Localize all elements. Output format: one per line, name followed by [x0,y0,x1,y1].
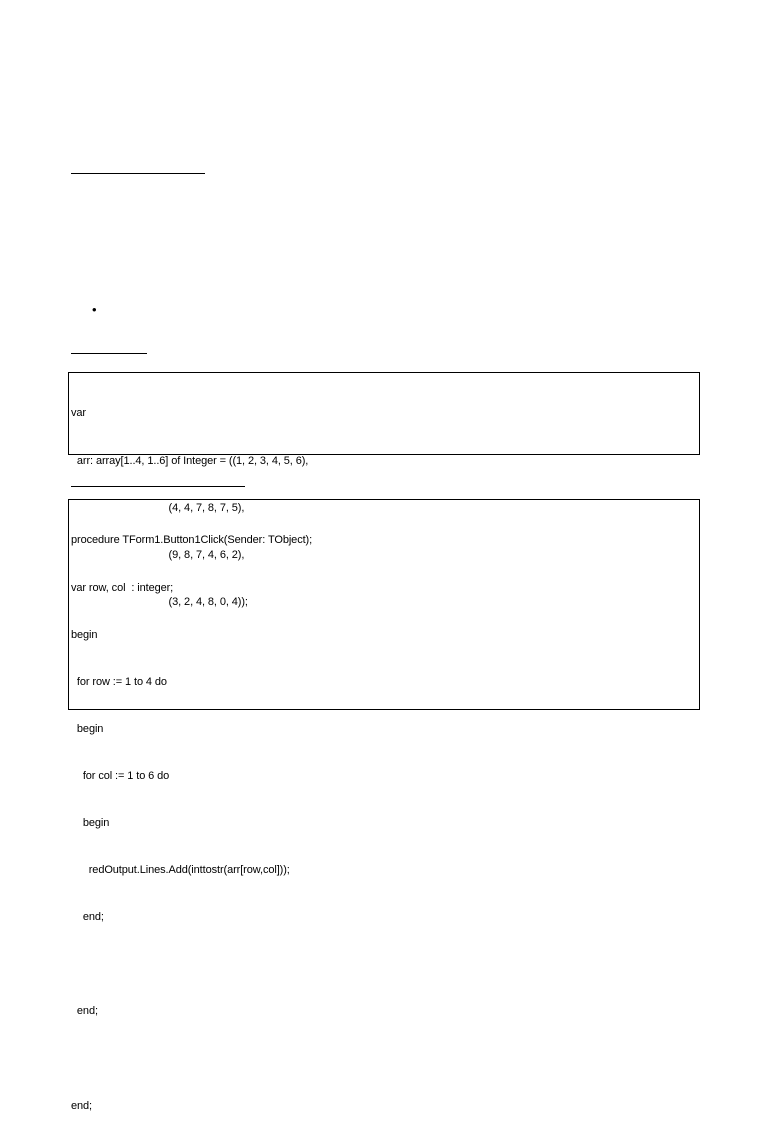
code-line [71,957,697,973]
code-line: var [71,407,86,420]
code-line: begin [71,628,98,641]
code-line: end; [71,1005,98,1018]
code-line: var row, col : integer; [71,581,174,594]
code-line: begin [71,816,110,829]
bullet-point: • [92,302,97,317]
heading-underline-1 [71,173,205,174]
heading-underline-3 [71,486,245,487]
procedure-code-box [68,499,700,1112]
code-line [71,1051,697,1067]
code-line: arr: array[1..4, 1..6] of Integer = ((1, 2, 3, 4, 5, 6), [71,454,309,467]
code-line: begin [71,722,104,735]
code-line: (3, 2, 4, 8, 0, 4)); [71,595,248,608]
code-line: end; [71,1099,93,1112]
code-line: (4, 4, 7, 8, 7, 5), [71,501,245,514]
code-line: for col := 1 to 6 do [71,769,170,782]
heading-underline-2 [71,353,147,354]
code-line: (9, 8, 7, 4, 6, 2), [71,548,245,561]
code-line: for row := 1 to 4 do [71,675,167,688]
code-line: procedure TForm1.Button1Click(Sender: TObject); [71,534,313,547]
code-line: redOutput.Lines.Add(inttostr(arr[row,col])); [71,864,290,877]
code-line: end; [71,911,104,924]
